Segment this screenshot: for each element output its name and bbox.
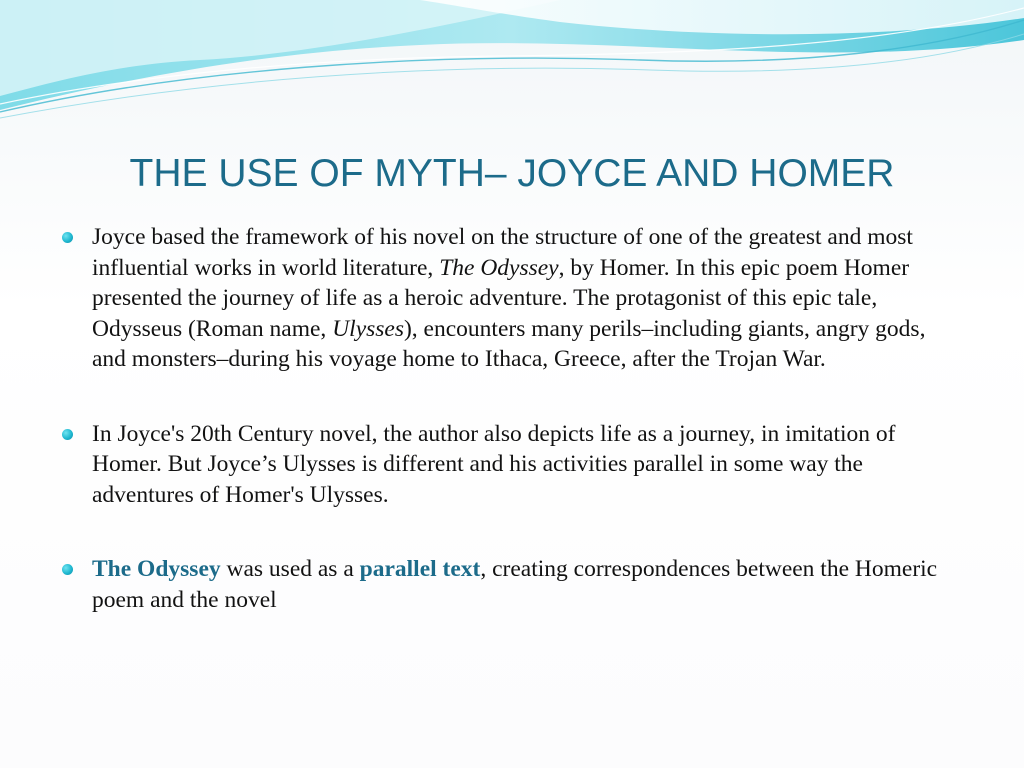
bullet-1-text-c: ), encounters many perils–including giants, angry gods, and monsters–during his voyage home to Ithaca, Greece, after the Trojan War. — [92, 315, 926, 372]
bullet-item-3 — [60, 554, 960, 615]
bullet-item-2 — [60, 419, 960, 511]
bullet-3-parallel-text-highlight: parallel text — [359, 556, 481, 582]
bullet-3-text-a: was used as a — [220, 556, 360, 582]
bullet-3-text-b: , creating correspondences between the Homeric poem and the novel — [92, 556, 938, 613]
bullet-1-text-b: , by Homer. In this epic poem Homer presented the journey of life as a heroic adventure. The protagonist of this epic tale, Odysseus (Roman name, — [92, 254, 910, 342]
bullet-list — [60, 222, 960, 615]
bullet-item-1 — [60, 222, 960, 375]
round-bullet-icon — [62, 564, 73, 575]
round-bullet-icon — [62, 429, 73, 440]
wave-banner-decoration — [0, 0, 1024, 140]
bullet-1-text-a: Joyce based the framework of his novel on the structure of one of the greatest and most influential works in world literature, — [92, 224, 913, 281]
slide-title: THE USE OF MYTH– JOYCE AND HOMER — [129, 152, 895, 195]
bullet-1-ulysses-name: Ulysses — [332, 315, 404, 342]
round-bullet-icon — [62, 232, 73, 243]
bullet-3-odyssey-highlight: The Odyssey — [92, 556, 221, 582]
bullet-2-text: In Joyce's 20th Century novel, the author also depicts life as a journey, in imitation of Homer. But Joyce’s Ulysses is different and his activities parallel in some way the adventures of Homer's Ulysses. — [92, 420, 896, 508]
bullet-1-odyssey-title: The Odyssey — [439, 254, 559, 281]
